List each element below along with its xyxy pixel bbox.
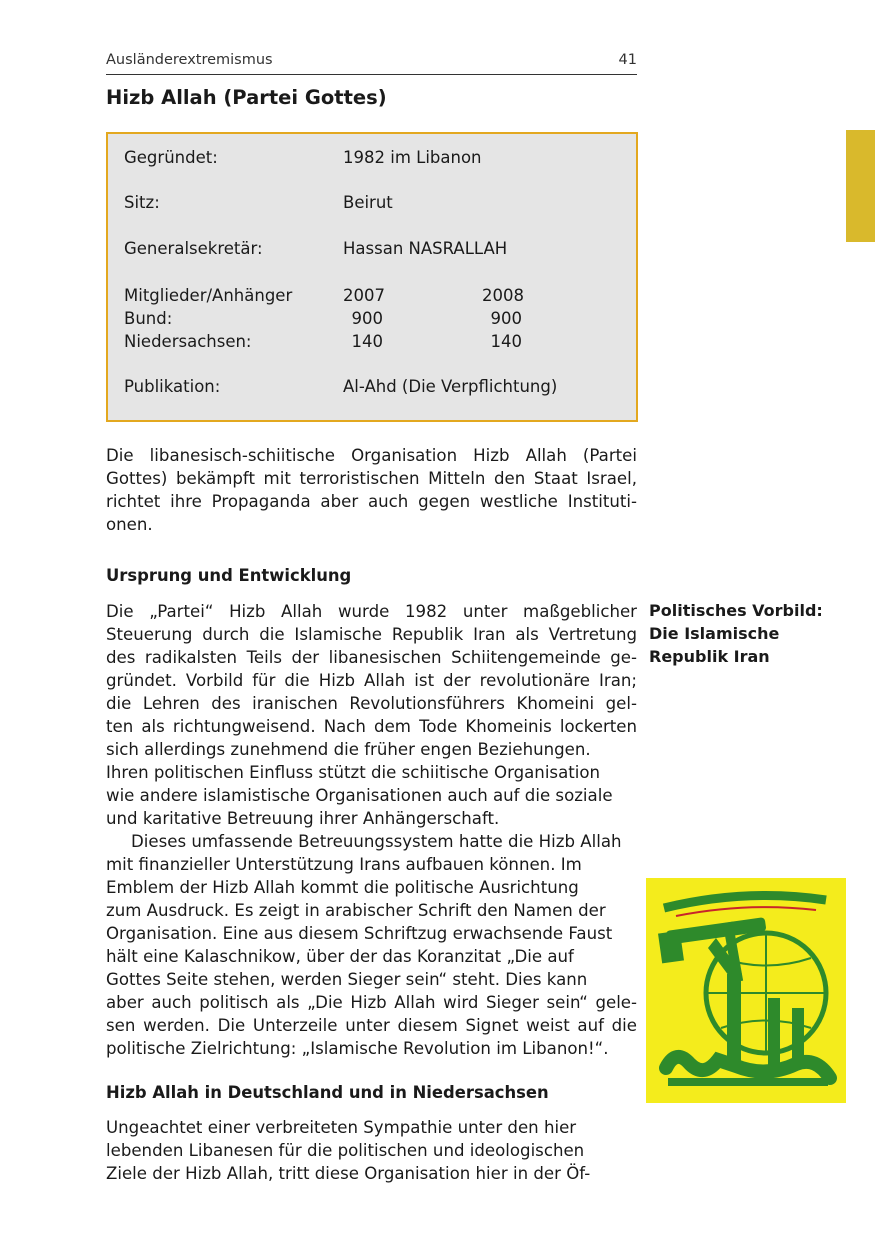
- year-2007: 2007: [343, 286, 385, 305]
- seat-label: Sitz:: [124, 193, 160, 212]
- body-line: Ungeachtet einer verbreiteten Sympathie unter den hier: [106, 1118, 577, 1137]
- body-line: wie andere islamistische Organisationen auch auf die soziale: [106, 786, 613, 805]
- federal-label: Bund:: [124, 309, 173, 328]
- body-line: ten als richtungweisend. Nach dem Tode Khomeinis lockerten: [106, 717, 637, 736]
- body-line: Organisation. Eine aus diesem Schriftzug erwachsende Faust: [106, 924, 613, 943]
- intro-line: Gottes) bekämpft mit terroristischen Mitteln den Staat Israel,: [106, 469, 637, 488]
- founded-label: Gegründet:: [124, 148, 218, 167]
- body-line: Gottes Seite stehen, werden Sieger sein“ steht. Dies kann: [106, 970, 588, 989]
- germany-paragraph: [106, 1116, 637, 1185]
- section-heading-germany: Hizb Allah in Deutschland und in Niedersachsen: [106, 1083, 549, 1102]
- origin-paragraph: [106, 600, 637, 1060]
- page-number: 41: [618, 52, 637, 68]
- section-heading-origin: Ursprung und Entwicklung: [106, 566, 352, 585]
- body-line: sich allerdings zunehmend die früher engen Beziehungen.: [106, 740, 591, 759]
- body-line: mit finanzieller Unterstützung Irans aufbauen können. Im: [106, 855, 582, 874]
- intro-paragraph: [106, 444, 637, 536]
- body-line: sen werden. Die Unterzeile unter diesem Signet weist auf die: [106, 1016, 637, 1035]
- intro-line: Die libanesisch-schiitische Organisation Hizb Allah (Partei: [106, 446, 637, 465]
- state-2007-value: 140: [351, 332, 383, 351]
- intro-line: richtet ihre Propaganda aber auch gegen westliche Instituti-: [106, 492, 637, 511]
- body-line: gründet. Vorbild für die Hizb Allah ist der revolutionäre Iran;: [106, 671, 637, 690]
- secretary-value: Hassan NASRALLAH: [343, 239, 508, 258]
- secretary-label: Generalsekretär:: [124, 239, 263, 258]
- margin-note-line: Die Islamische: [649, 624, 780, 643]
- body-line: zum Ausdruck. Es zeigt in arabischer Schrift den Namen der: [106, 901, 606, 920]
- body-line: hält eine Kalaschnikow, über der das Koranzitat „Die auf: [106, 947, 574, 966]
- body-line: Ihren politischen Einfluss stützt die schiitische Organisation: [106, 763, 601, 782]
- body-line: aber auch politisch als „Die Hizb Allah wird Sieger sein“ gele-: [106, 993, 637, 1012]
- state-2008-value: 140: [490, 332, 522, 351]
- members-label: Mitglieder/Anhänger: [124, 286, 293, 305]
- section-title: Ausländerextremismus: [106, 52, 273, 68]
- margin-note-line: Republik Iran: [649, 647, 770, 666]
- margin-note-line: Politisches Vorbild:: [649, 601, 823, 620]
- margin-note: [649, 599, 849, 668]
- intro-line: onen.: [106, 515, 153, 534]
- body-line: Die „Partei“ Hizb Allah wurde 1982 unter maßgeblicher: [106, 602, 637, 621]
- body-line: Steuerung durch die Islamische Republik Iran als Vertretung: [106, 625, 637, 644]
- body-line: lebenden Libanesen für die politischen und ideologischen: [106, 1141, 585, 1160]
- year-2008: 2008: [482, 286, 524, 305]
- federal-2007-value: 900: [351, 309, 383, 328]
- page-title: Hizb Allah (Partei Gottes): [106, 86, 387, 109]
- chapter-thumb-tab: [846, 130, 875, 242]
- publication-value: Al-Ahd (Die Verpflichtung): [343, 377, 558, 396]
- body-line: Ziele der Hizb Allah, tritt diese Organisation hier in der Öf-: [106, 1164, 591, 1183]
- state-label: Niedersachsen:: [124, 332, 252, 351]
- body-line: die Lehren des iranischen Revolutionsführers Khomeini gel-: [106, 694, 637, 713]
- seat-value: Beirut: [343, 193, 393, 212]
- hizb-allah-emblem: [646, 878, 846, 1103]
- body-line: des radikalsten Teils der libanesischen Schiitengemeinde ge-: [106, 648, 637, 667]
- publication-label: Publikation:: [124, 377, 221, 396]
- federal-2008-value: 900: [490, 309, 522, 328]
- fact-box: [106, 132, 638, 422]
- body-line: und karitative Betreuung ihrer Anhängerschaft.: [106, 809, 500, 828]
- body-line: Emblem der Hizb Allah kommt die politische Ausrichtung: [106, 878, 579, 897]
- running-header: [106, 52, 637, 75]
- body-line: Dieses umfassende Betreuungssystem hatte die Hizb Allah: [131, 832, 622, 851]
- body-line: politische Zielrichtung: „Islamische Revolution im Libanon!“.: [106, 1039, 609, 1058]
- founded-value: 1982 im Libanon: [343, 148, 482, 167]
